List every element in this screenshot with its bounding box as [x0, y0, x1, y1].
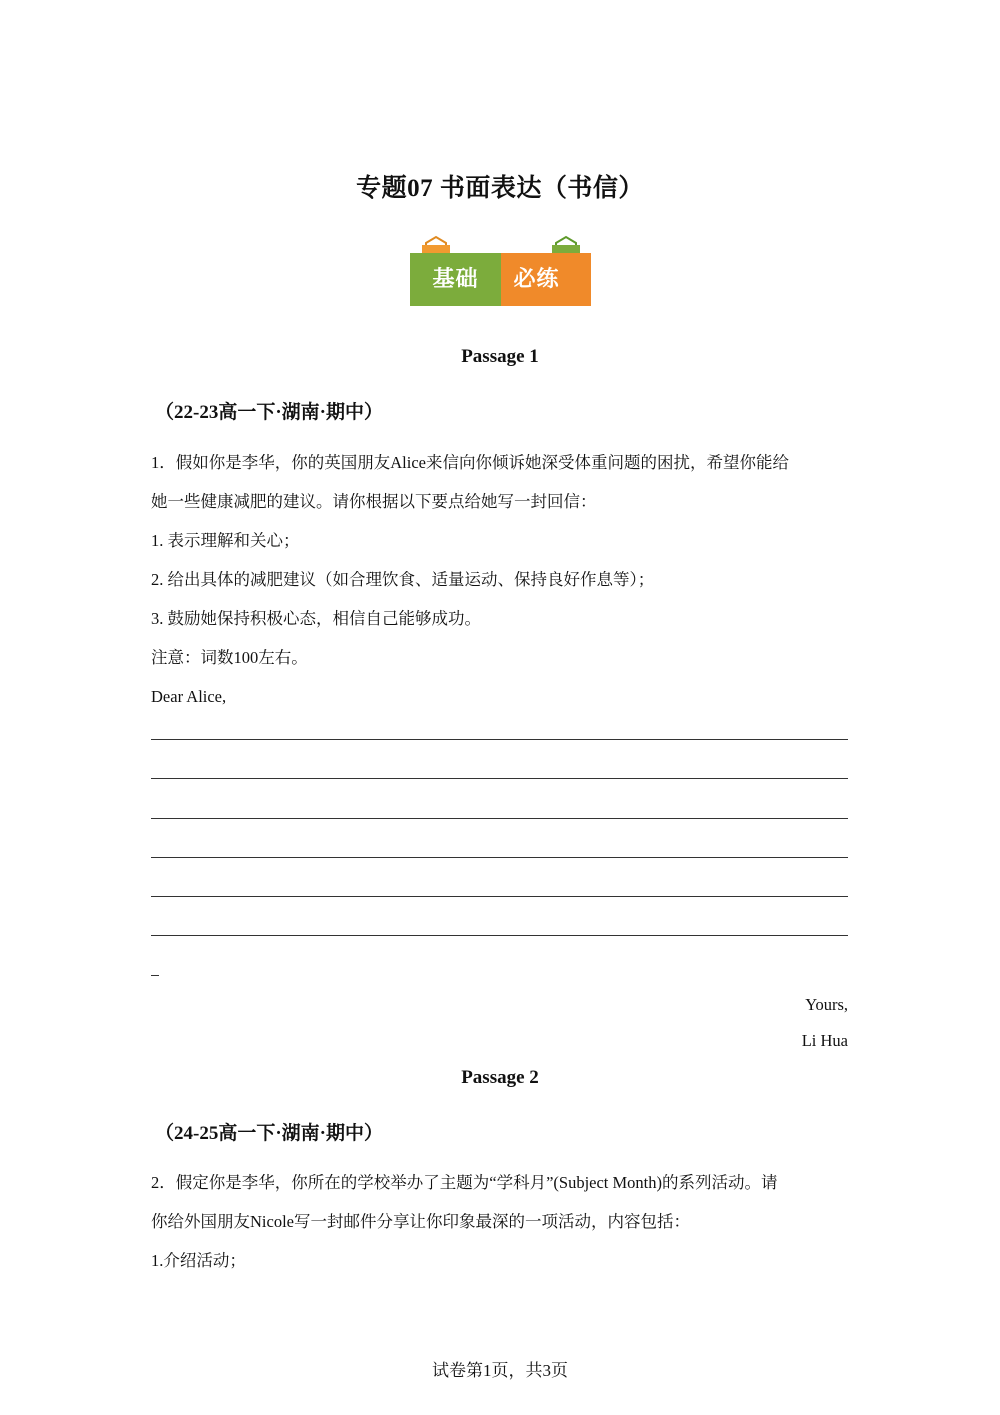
letter-signature: Li Hua	[801, 1031, 848, 1050]
passage-1-heading: Passage 1	[461, 346, 539, 367]
answer-line[interactable]	[151, 857, 848, 858]
answer-line[interactable]	[151, 739, 848, 740]
answer-line[interactable]	[151, 778, 848, 779]
page-footer: 试卷第1页，共3页	[432, 1361, 568, 1380]
passage-1-salutation: Dear Alice,	[151, 687, 227, 706]
badge-label-basic: 基础	[432, 267, 479, 292]
passage-1-point-3: 3. 鼓励她保持积极心态，相信自己能够成功。	[151, 609, 481, 628]
badge-label-practice: 必练	[513, 267, 560, 292]
answer-line[interactable]	[151, 935, 848, 936]
passage-2-heading: Passage 2	[461, 1067, 539, 1088]
basic-practice-badge	[410, 233, 591, 307]
passage-1-prompt-line-1: 1．假如你是李华，你的英国朋友Alice来信向你倾诉她深受体重问题的困扰，希望你能给	[151, 453, 789, 472]
page-title: 专题07 书面表达（书信）	[356, 175, 644, 202]
passage-1-source: （22-23高一下·湖南·期中）	[155, 402, 384, 423]
passage-2-point-1: 1.介绍活动；	[151, 1251, 246, 1270]
passage-1-point-2: 2. 给出具体的减肥建议（如合理饮食、适量运动、保持良好作息等）；	[151, 570, 655, 589]
passage-1-prompt-line-2: 她一些健康减肥的建议。请你根据以下要点给她写一封回信：	[151, 492, 597, 511]
answer-line-end[interactable]	[151, 975, 159, 976]
passage-2-source: （24-25高一下·湖南·期中）	[155, 1123, 384, 1144]
passage-2-prompt-line-1: 2．假定你是李华，你所在的学校举办了主题为“学科月”(Subject Month)的系列活动。请	[151, 1173, 778, 1192]
passage-2-prompt-line-2: 你给外国朋友Nicole写一封邮件分享让你印象最深的一项活动，内容包括：	[151, 1212, 690, 1231]
letter-closing: Yours,	[805, 995, 848, 1014]
passage-1-note: 注意：词数100左右。	[151, 648, 308, 667]
answer-line[interactable]	[151, 818, 848, 819]
answer-line[interactable]	[151, 896, 848, 897]
passage-1-point-1: 1. 表示理解和关心；	[151, 531, 300, 550]
